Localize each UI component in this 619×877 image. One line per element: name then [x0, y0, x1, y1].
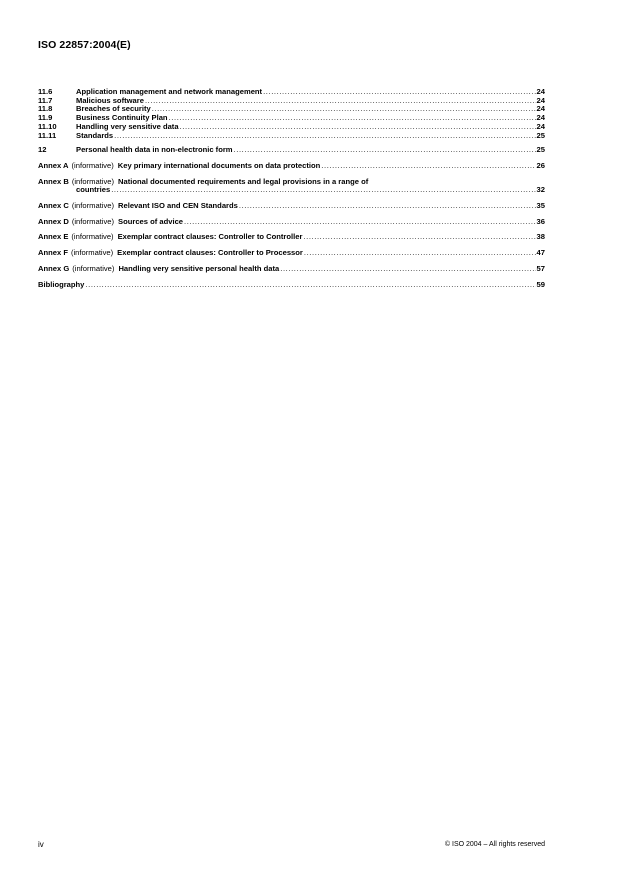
toc-annex-b[interactable] [38, 178, 545, 195]
dot-leader [169, 114, 536, 123]
toc-entry-page: 24 [536, 87, 545, 96]
dot-leader [304, 249, 536, 258]
annex-label: Annex B [38, 176, 69, 186]
annex-page: 47 [536, 248, 545, 258]
toc-entry-title: Malicious software [76, 95, 144, 105]
toc-annex-g[interactable] [38, 265, 545, 274]
toc-entry-number: 11.11 [38, 130, 57, 140]
toc-entry-11-10[interactable] [38, 123, 545, 132]
dot-leader [321, 162, 535, 171]
annex-type: (informative) [71, 216, 115, 226]
annex-label: Annex A [38, 160, 69, 170]
annex-type: (informative) [72, 263, 115, 273]
toc-entry-title: Application management and network management [76, 87, 263, 96]
toc-entry-title: Personal health data in non-electronic form [76, 145, 233, 155]
annex-page: 26 [536, 160, 545, 170]
annex-title: Key primary international documents on data protection [117, 160, 321, 170]
dot-leader [303, 233, 535, 242]
copyright-notice: © ISO 2004 – All rights reserved [444, 841, 545, 848]
dot-leader [180, 123, 536, 132]
toc-entry-number: 11.9 [38, 113, 53, 123]
dot-leader [111, 186, 535, 195]
toc-entry-title: Handling very sensitive data [76, 121, 179, 131]
dot-leader [234, 146, 536, 155]
annex-label: Annex F [38, 248, 68, 258]
bibliography-title: Bibliography [38, 279, 85, 289]
toc-bibliography[interactable] [38, 281, 545, 290]
annex-type: (informative) [71, 176, 115, 186]
toc-entry-number: 11.6 [38, 87, 53, 96]
annex-title: Handling very sensitive personal health data [118, 263, 280, 273]
annex-label: Annex C [38, 201, 69, 211]
annex-label: Annex D [38, 216, 69, 226]
annex-label: Annex E [38, 232, 69, 242]
toc-annex-f[interactable] [38, 249, 545, 258]
annex-page: 36 [536, 216, 545, 226]
annex-title: Sources of advice [118, 216, 184, 226]
page-number: iv [38, 840, 44, 849]
toc-entry-page: 24 [536, 121, 545, 131]
annex-type: (informative) [71, 232, 114, 242]
toc-entry-page: 25 [536, 130, 545, 140]
toc-entry-title: Breaches of security [76, 104, 151, 114]
annex-page: 38 [536, 232, 545, 242]
dot-leader [145, 97, 536, 106]
dot-leader [239, 202, 536, 211]
dot-leader [184, 218, 536, 227]
annex-title: Exemplar contract clauses: Controller to Controller [117, 232, 303, 242]
annex-title: Exemplar contract clauses: Controller to Processor [117, 248, 303, 258]
dot-leader [280, 265, 535, 274]
annex-title: National documented requirements and legal provisions in a range of [118, 176, 369, 186]
annex-type: (informative) [71, 160, 114, 170]
toc-entry-page: 24 [536, 95, 545, 105]
annex-type: (informative) [70, 248, 114, 258]
annex-page: 32 [536, 185, 545, 195]
toc-entry-number: 11.8 [38, 104, 53, 114]
toc-annex-e[interactable] [38, 233, 545, 242]
toc-annex-c[interactable] [38, 202, 545, 211]
toc-entry-page: 24 [536, 104, 545, 114]
annex-title-continuation: countries [76, 185, 111, 195]
annex-title: Relevant ISO and CEN Standards [118, 201, 238, 211]
annex-label: Annex G [38, 263, 70, 273]
toc-entry-page: 24 [536, 113, 545, 123]
toc-entry-title: Business Continuity Plan [76, 113, 168, 123]
annex-page: 57 [536, 263, 545, 273]
toc-entry-number: 11.7 [38, 95, 53, 105]
toc-annex-d[interactable] [38, 218, 545, 227]
toc-entry-title: Standards [76, 130, 114, 140]
toc-entry-12[interactable] [38, 146, 545, 155]
toc-entry-page: 25 [536, 145, 545, 155]
annex-page: 35 [536, 201, 545, 211]
toc-annex-a[interactable] [38, 162, 545, 171]
toc-entry-11-11[interactable] [38, 132, 545, 141]
toc-entry-number: 11.10 [38, 121, 57, 131]
table-of-contents [38, 88, 545, 289]
dot-leader [114, 132, 535, 141]
dot-leader [152, 105, 536, 114]
dot-leader [263, 88, 535, 97]
annex-type: (informative) [71, 201, 115, 211]
document-id-header: ISO 22857:2004(E) [38, 39, 131, 51]
toc-entry-number: 12 [38, 145, 47, 155]
dot-leader [85, 281, 535, 290]
bibliography-page: 59 [536, 279, 545, 289]
